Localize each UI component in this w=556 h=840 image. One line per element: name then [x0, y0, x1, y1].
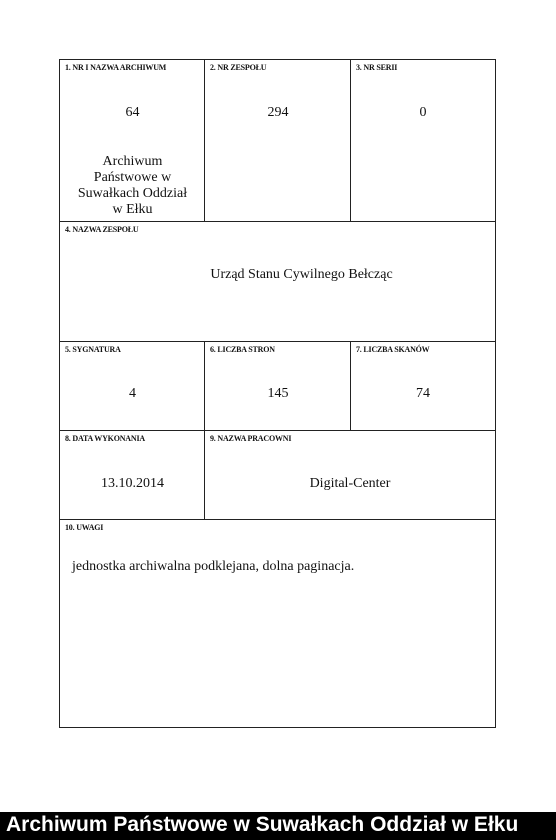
- series-no-cell: [351, 60, 495, 222]
- pages-label: 6. LICZBA STRON: [210, 345, 275, 354]
- notes-value: jednostka archiwalna podklejana, dolna paginacja.: [72, 559, 355, 574]
- fonds-name-label: 4. NAZWA ZESPOŁU: [65, 225, 139, 234]
- series-no-label: 3. NR SERII: [356, 63, 398, 72]
- signature-cell: [60, 342, 205, 431]
- scans-cell: [351, 342, 495, 431]
- series-no-value: 0: [419, 105, 427, 120]
- archive-name-value: Archiwum Państwowe w Suwałkach Oddział w Ełku: [77, 154, 188, 217]
- fonds-name-value: Urząd Stanu Cywilnego Bełcząc: [210, 267, 393, 282]
- archive-no-value: 64: [125, 105, 140, 120]
- studio-label: 9. NAZWA PRACOWNI: [210, 434, 292, 443]
- signature-label: 5. SYGNATURA: [65, 345, 121, 354]
- date-value: 13.10.2014: [101, 476, 164, 491]
- fonds-no-cell: [205, 60, 351, 222]
- archive-no-label: 1. NR I NAZWA ARCHIWUM: [65, 63, 167, 72]
- fonds-no-label: 2. NR ZESPOŁU: [210, 63, 267, 72]
- fonds-no-value: 294: [267, 105, 289, 120]
- studio-value: Digital-Center: [309, 476, 391, 491]
- pages-cell: [205, 342, 351, 431]
- date-label: 8. DATA WYKONANIA: [65, 434, 145, 443]
- date-cell: [60, 431, 205, 520]
- studio-cell: [205, 431, 495, 520]
- archive-metadata-form: [59, 59, 496, 728]
- archive-banner: [0, 812, 556, 840]
- notes-cell: [60, 520, 495, 727]
- notes-label: 10. UWAGI: [65, 523, 104, 532]
- pages-value: 145: [267, 386, 289, 401]
- fonds-name-cell: [60, 222, 495, 342]
- scans-label: 7. LICZBA SKANÓW: [356, 345, 430, 354]
- banner-text: Archiwum Państwowe w Suwałkach Oddział w Ełku: [6, 813, 519, 836]
- signature-value: 4: [129, 386, 136, 401]
- archive-cell: [60, 60, 205, 222]
- scans-value: 74: [416, 386, 430, 401]
